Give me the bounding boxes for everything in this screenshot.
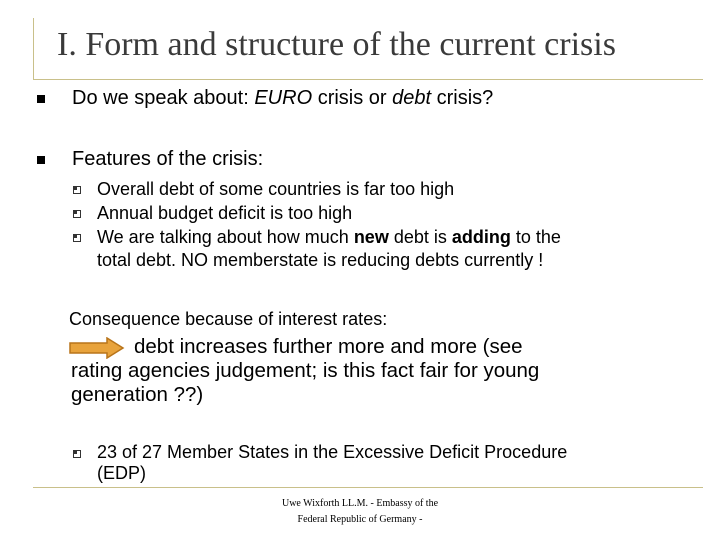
bullet-features: Features of the crisis:: [72, 148, 264, 170]
bullet-square-icon: [37, 95, 45, 103]
sub-bullet-square-icon: [73, 234, 81, 242]
footer-rule: [33, 487, 703, 488]
edp-line2: (EDP): [97, 463, 146, 483]
footer-line1: Uwe Wixforth LL.M. - Embassy of the: [281, 498, 439, 509]
debt-increase-line1: debt increases further more and more (see: [134, 335, 523, 358]
edp-line1: 23 of 27 Member States in the Excessive Deficit Procedure: [97, 442, 568, 462]
title-underline: [33, 79, 703, 80]
bullet-question: [72, 87, 493, 110]
sub-item-overall-debt: Overall debt of some countries is far too high: [97, 179, 455, 199]
sub-item-new-debt-adding: adding: [451, 227, 511, 247]
sub-item-new-debt: [97, 227, 561, 248]
consequence-heading: Consequence because of interest rates:: [69, 309, 388, 329]
sub-bullet-square-icon: [73, 210, 81, 218]
sub-item-budget-deficit: Annual budget deficit is too high: [97, 203, 353, 223]
bullet-square-icon: [37, 156, 45, 164]
debt-increase-line2: rating agencies judgement; is this fact fair for young: [71, 359, 540, 382]
sub-item-new-debt-b: debt is: [388, 227, 452, 247]
sub-item-new-debt-c: to the: [510, 227, 561, 247]
right-arrow-icon: [69, 337, 125, 359]
slide-title: I. Form and structure of the current crisis: [57, 26, 616, 63]
title-vertical-rule: [33, 18, 34, 80]
sub-item-new-debt-line2: total debt. NO memberstate is reducing debts currently !: [97, 250, 544, 270]
sub-item-new-debt-a: We are talking about how much: [97, 227, 354, 247]
debt-increase-line3: generation ??): [71, 383, 204, 406]
footer-line2: Federal Republic of Germany -: [297, 514, 423, 525]
bullet-question-suffix: crisis?: [431, 87, 494, 109]
sub-item-new-debt-new: new: [353, 227, 389, 247]
bullet-question-debt: debt: [392, 87, 432, 109]
sub-bullet-square-icon: [73, 186, 81, 194]
bullet-question-mid: crisis or: [312, 87, 393, 109]
bullet-question-prefix: Do we speak about:: [72, 87, 255, 109]
bullet-question-euro: EURO: [254, 87, 313, 109]
sub-bullet-square-icon: [73, 450, 81, 458]
footer-credit: [230, 496, 490, 528]
